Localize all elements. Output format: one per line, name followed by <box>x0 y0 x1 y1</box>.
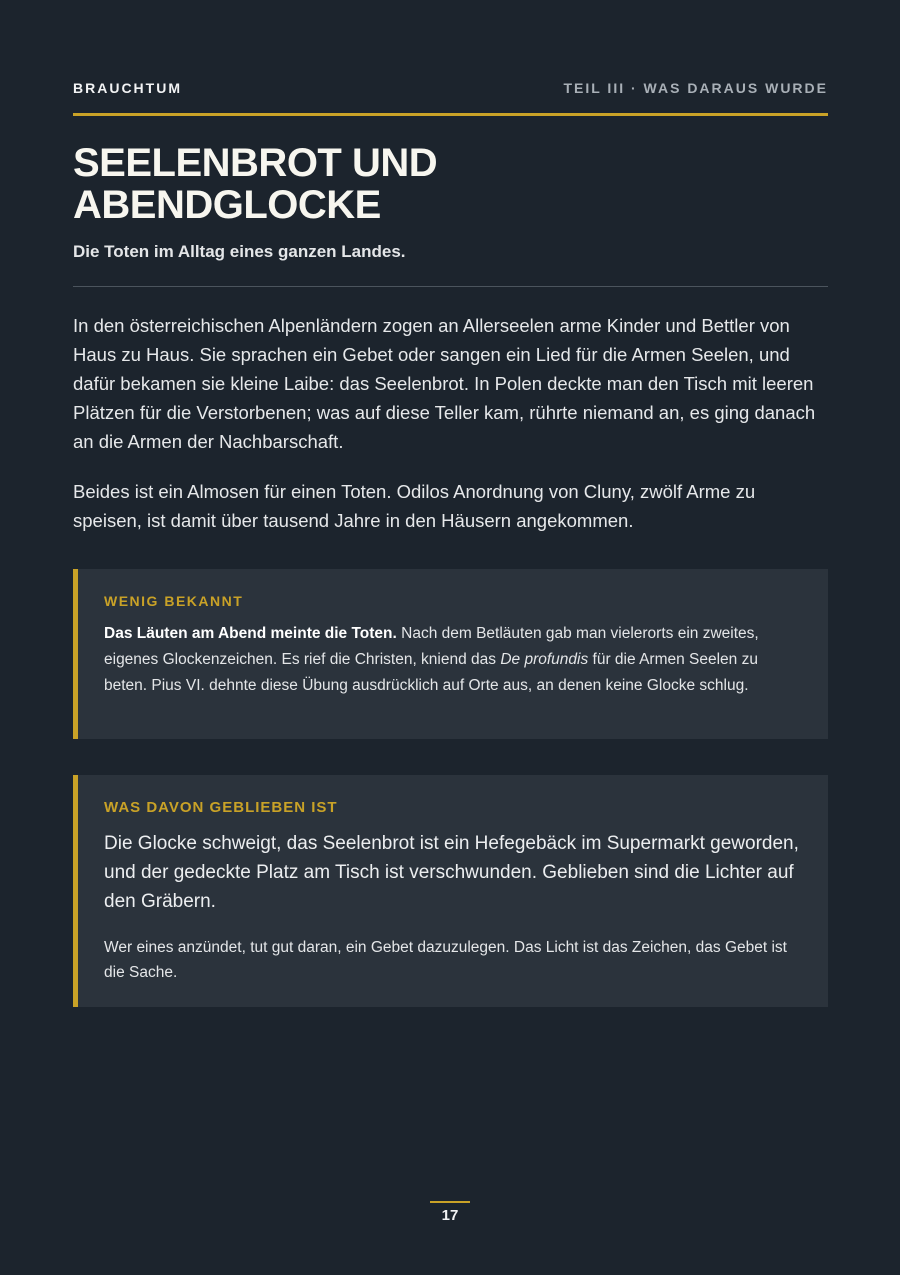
running-head <box>73 80 828 96</box>
body-paragraph-1: In den österreichischen Alpenländern zogen an Allerseelen arme Kinder und Bettler von Haus zu Haus. Sie sprachen ein Gebet oder sangen ein Lied für die Armen Seelen, und dafür bekamen sie kleine Laibe: das Seelenbrot. In Polen deckte man den Tisch mit leeren Plätzen für die Verstorbenen; was auf diese Teller kam, rührte niemand an, es ging danach an die Armen der Nachbarschaft. <box>73 315 816 452</box>
page-subtitle: Die Toten im Alltag eines ganzen Landes. <box>73 242 406 261</box>
callout-label: WAS DAVON GEBLIEBEN IST <box>104 799 338 816</box>
title-line-2: ABENDGLOCKE <box>73 183 381 227</box>
callout-secondary-text: Wer eines anzündet, tut gut daran, ein Gebet dazuzulegen. Das Licht ist das Zeichen, das Gebet ist die Sache. <box>104 939 787 981</box>
callout-main-text: Die Glocke schweigt, das Seelenbrot ist ein Hefegebäck im Supermarkt geworden, und der gedeckte Platz am Tisch ist verschwunden. Geblieben sind die Lichter auf den Gräbern. <box>104 833 799 912</box>
body-paragraph-2: Beides ist ein Almosen für einen Toten. Odilos Anordnung von Cluny, zwölf Arme zu speisen, ist damit über tausend Jahre in den Häusern angekommen. <box>73 481 756 531</box>
callout-italic-title: De profundis <box>500 651 589 668</box>
title-divider <box>73 286 828 287</box>
chapter-label: TEIL III · WAS DARAUS WURDE <box>563 80 828 96</box>
callout-text-part-2: für die Armen Seelen zu beten. Pius VI. dehnte diese Übung ausdrücklich auf Orte aus, an denen keine Glocke schlug. <box>104 651 758 694</box>
page-number: 17 <box>441 1207 459 1224</box>
page-title <box>73 142 828 226</box>
footer-divider <box>430 1201 470 1203</box>
callout-lead: Das Läuten am Abend meinte die Toten. <box>104 625 397 642</box>
callout-label: WENIG BEKANNT <box>104 593 244 609</box>
callout-box-wenig-bekannt <box>73 569 828 739</box>
callout-text <box>104 621 804 699</box>
header-divider <box>73 113 828 116</box>
section-label: BRAUCHTUM <box>73 80 182 96</box>
callout-text-part-1: Nach dem Betläuten gab man vielerorts ein zweites, eigenes Glockenzeichen. Es rief die Christen, kniend das <box>104 625 759 668</box>
callout-box-was-davon-geblieben <box>73 775 828 1007</box>
title-line-1: SEELENBROT UND <box>73 141 438 185</box>
